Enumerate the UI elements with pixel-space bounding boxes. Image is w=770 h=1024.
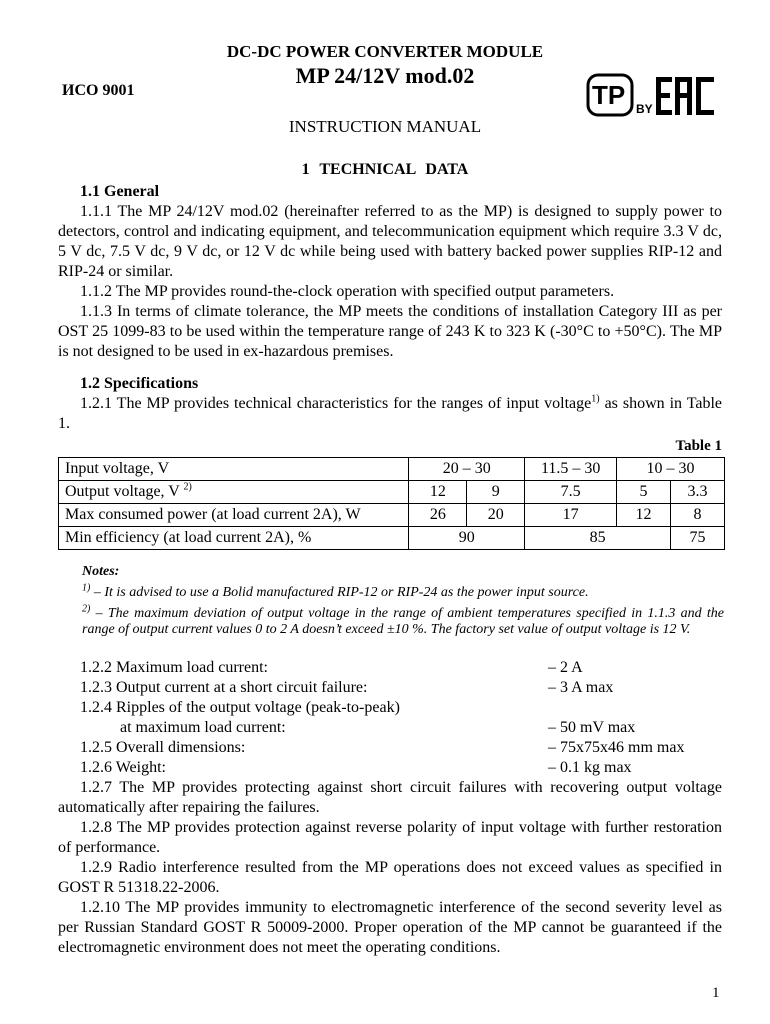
paragraph-1-2-1 (58, 394, 722, 434)
table-cell: 7.5 (525, 481, 617, 504)
paragraph-1-2-7: 1.2.7 The MP provides protecting against short circuit failures with recovering output voltage automatically after repairing the failures. (58, 779, 722, 816)
table-cell: 20 – 30 (409, 458, 525, 481)
section-title: TECHNICAL DATA (319, 161, 469, 178)
paragraph-1-2-1-text: 1.2.1 The MP provides technical characteristics for the ranges of input voltage (80, 395, 592, 412)
row-label: Input voltage, V (59, 458, 409, 481)
spec-item-value: – 50 mV max (548, 719, 636, 736)
table-cell: 3.3 (671, 481, 725, 504)
paragraph-1-1-2: 1.1.2 The MP provides round-the-clock operation with specified output parameters. (80, 283, 615, 300)
footnote-ref-1: 1) (591, 393, 600, 405)
paragraph-1-1-3: 1.1.3 In terms of climate tolerance, the MP meets the conditions of installation Category III as per OST 25 1099-83 to be used within the temperature range of 243 K to 323 K (-30°C to +50°C). The MP is not designed to be used in ex-hazardous premises. (58, 303, 722, 360)
row-label: Output voltage, V (65, 483, 180, 500)
table-caption: Table 1 (675, 438, 722, 454)
section-heading (0, 161, 770, 179)
table-cell: 8 (671, 504, 725, 527)
table-cell: 26 (409, 504, 467, 527)
table-cell: 75 (671, 527, 725, 550)
section-number: 1 (301, 161, 310, 178)
list-item (58, 758, 722, 778)
iso-label: ИСО 9001 (62, 82, 135, 99)
note-1-mark: 1) (82, 582, 91, 594)
spec-item-value: – 2 A (548, 659, 583, 676)
table-row (59, 481, 725, 504)
note-1-text: – It is advised to use a Bolid manufactured RIP-12 or RIP-24 as the power input source. (90, 585, 589, 600)
spec-item-label: 1.2.3 Output current at a short circuit failure: (80, 679, 368, 696)
row-label: Min efficiency (at load current 2A), % (59, 527, 409, 550)
note-2-text: – The maximum deviation of output voltage in the range of ambient temperatures specified in 1.1.3 and the range of output current values 0 to 2 A doesn’t exceed ±10 %. The factory set value of output voltage is 12 V. (82, 606, 724, 637)
general-block (58, 182, 722, 362)
title-line-2: MP 24/12V mod.02 (295, 63, 475, 88)
spec-item-label: 1.2.4 Ripples of the output voltage (peak-to-peak) (80, 699, 400, 716)
list-item (58, 738, 722, 758)
paragraph-1-2-9: 1.2.9 Radio interference resulted from the MP operations does not exceed values as specified in GOST R 51318.22-2006. (58, 859, 722, 896)
note-2 (82, 603, 724, 638)
spec-item-value: – 3 A max (548, 679, 614, 696)
list-item (58, 718, 722, 738)
table-cell: 90 (409, 527, 525, 550)
spec-item-label: 1.2.2 Maximum load current: (80, 659, 268, 676)
spec-item-label: at maximum load current: (80, 719, 286, 736)
table-cell: 9 (467, 481, 525, 504)
tr-logo-text: TP (592, 80, 626, 110)
spec-item-label: 1.2.6 Weight: (80, 759, 166, 776)
table-cell: 12 (617, 504, 671, 527)
notes-block (82, 564, 724, 638)
table-cell: 85 (525, 527, 671, 550)
table-cell: 10 – 30 (617, 458, 725, 481)
note-1 (82, 582, 724, 601)
spec-item-label: 1.2.5 Overall dimensions: (80, 739, 246, 756)
paragraph-1-1-1: 1.1.1 The MP 24/12V mod.02 (hereinafter referred to as the MP) is designed to supply power to detectors, control and indicating equipment, and telecommunication equipment which require 3.3 V dc, 5 V dc, 7.5 V dc, 9 V dc, or 12 V dc while being used with battery backed power supplies RIP-12 and RIP-24 or similar. (58, 203, 722, 280)
title-line-1: DC-DC POWER CONVERTER MODULE (226, 42, 544, 61)
tr-by-logo (588, 75, 653, 116)
row-label-cell (59, 481, 409, 504)
eac-logo-text: EAC (586, 71, 588, 72)
table-cell: 20 (467, 504, 525, 527)
notes-heading: Notes: (82, 564, 120, 579)
page-number: 1 (712, 985, 720, 1001)
list-item (58, 678, 722, 698)
general-heading: 1.1 General (80, 183, 160, 200)
specifications-block (58, 374, 722, 434)
spec-item-value: – 75x75x46 mm max (548, 739, 685, 756)
note-2-mark: 2) (82, 603, 91, 615)
paragraph-1-2-1-tail: as shown in Table 1. (58, 395, 723, 432)
spec-item-value: – 0.1 kg max (548, 759, 632, 776)
table-cell: 11.5 – 30 (525, 458, 617, 481)
table-row (59, 527, 725, 550)
footnote-ref-2: 2) (183, 481, 192, 493)
specifications-heading: 1.2 Specifications (80, 375, 199, 392)
tail-paragraphs (58, 778, 722, 958)
specifications-table (58, 457, 725, 550)
row-label: Max consumed power (at load current 2A), W (59, 504, 409, 527)
table-cell: 17 (525, 504, 617, 527)
table-cell: 5 (617, 481, 671, 504)
list-item (58, 698, 722, 718)
manual-subtitle: INSTRUCTION MANUAL (288, 117, 482, 136)
table-row (59, 458, 725, 481)
paragraph-1-2-10: 1.2.10 The MP provides immunity to electromagnetic interference of the second severity level as per Russian Standard GOST R 50009-2000. Proper operation of the MP cannot be guaranteed if the electromagnetic environment does not meet the operating conditions. (58, 899, 722, 956)
spec-items-list (58, 658, 722, 778)
table-row (59, 504, 725, 527)
table-cell: 12 (409, 481, 467, 504)
list-item (58, 658, 722, 678)
tr-by-text: BY (636, 102, 653, 116)
paragraph-1-2-8: 1.2.8 The MP provides protection against reverse polarity of input voltage with further restoration of performance. (58, 819, 722, 856)
certification-logos (586, 71, 720, 119)
